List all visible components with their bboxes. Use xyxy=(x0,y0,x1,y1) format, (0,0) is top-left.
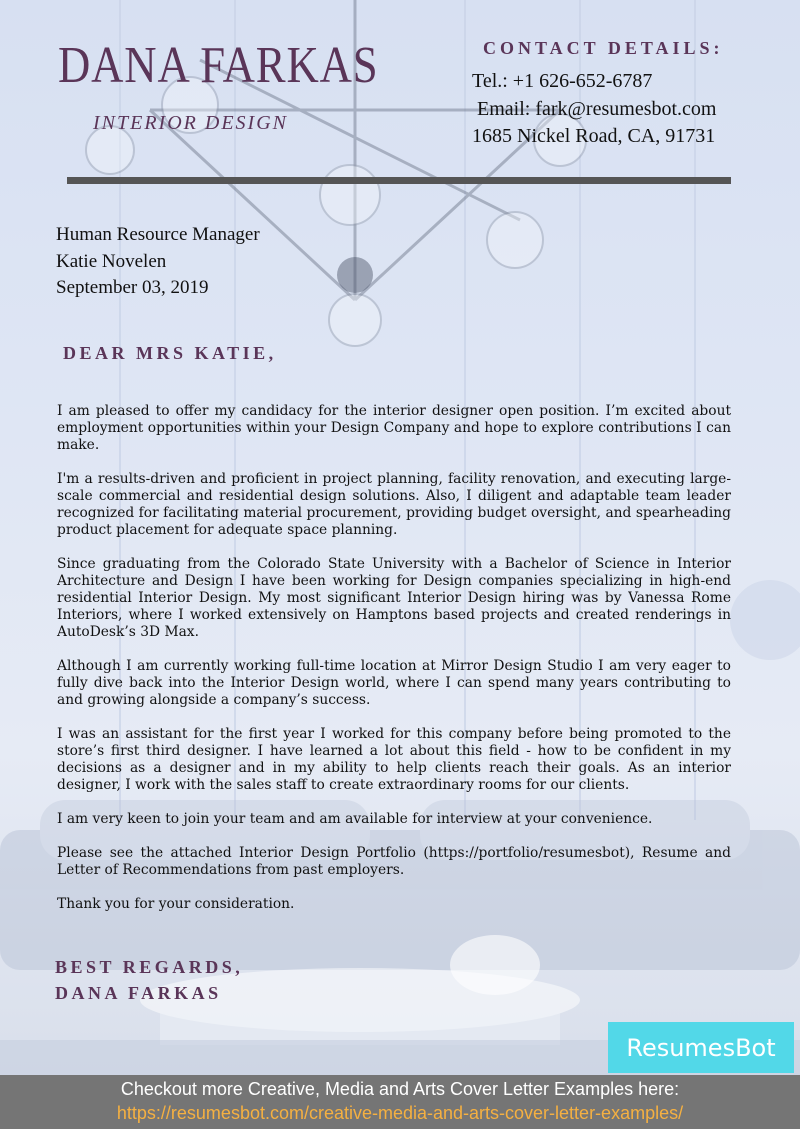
letter-date: September 03, 2019 xyxy=(56,277,209,298)
contact-heading: CONTACT DETAILS: xyxy=(483,38,724,58)
salutation: DEAR MRS KATIE, xyxy=(63,343,277,363)
resumesbot-logo[interactable]: ResumesBot xyxy=(608,1022,794,1073)
recipient-block xyxy=(56,222,260,302)
header-divider xyxy=(67,177,731,184)
applicant-title: INTERIOR DESIGN xyxy=(93,112,288,134)
contact-phone: Tel.: +1 626-652-6787 xyxy=(472,70,653,92)
recipient-name: Katie Novelen xyxy=(56,250,167,272)
letter-body xyxy=(57,403,731,930)
body-paragraph: I was an assistant for the first year I worked for this company before being promoted to the store’s first third designer. I have learned a lot about this field - how to be confident in my decisions as a designer and in my ability to help clients reach their goals. As an interior designer, I work with the sales staff to create extraordinary rooms for our clients. xyxy=(57,726,731,793)
body-paragraph: I am very keen to join your team and am available for interview at your convenience. xyxy=(57,811,653,827)
body-paragraph: I am pleased to offer my candidacy for the interior designer open position. I’m excited about employment opportunities within your Design Company and hope to explore contributions I can make. xyxy=(57,403,731,453)
footer-banner xyxy=(0,1075,800,1129)
body-paragraph: I'm a results-driven and proficient in project planning, facility renovation, and executing large-scale commercial and residential design solutions. Also, I diligent and adaptable team leader recognized for facilitating material procurement, providing budget oversight, and spearheading product placement for adequate space planning. xyxy=(57,471,731,538)
contact-address: 1685 Nickel Road, CA, 91731 xyxy=(472,125,716,147)
body-paragraph: Although I am currently working full-time location at Mirror Design Studio I am very eager to fully dive back into the Interior Design world, where I can spend many years contributing to and growing alongside a company’s success. xyxy=(57,658,731,708)
footer-link[interactable]: https://resumesbot.com/creative-media-and-arts-cover-letter-examples/ xyxy=(116,1103,684,1123)
applicant-name: DANA FARKAS xyxy=(58,37,379,94)
closing-name: DANA FARKAS xyxy=(55,983,222,1003)
recipient-role: Human Resource Manager xyxy=(56,224,260,245)
closing-block xyxy=(55,954,243,1006)
closing-regards: BEST REGARDS, xyxy=(55,957,244,977)
body-paragraph: Please see the attached Interior Design Portfolio (https://portfolio/resumesbot), Resume and Letter of Recommendations from past employers. xyxy=(57,845,731,878)
contact-email: Email: fark@resumesbot.com xyxy=(477,98,717,120)
body-paragraph: Since graduating from the Colorado State University with a Bachelor of Science in Interior Architecture and Design I have been working for Design companies specializing in high-end residential Interior Design. My most significant Interior Design hiring was by Vanessa Rome Interiors, where I worked extensively on Hamptons based projects and created renderings in AutoDesk’s 3D Max. xyxy=(57,556,731,640)
body-paragraph: Thank you for your consideration. xyxy=(57,896,295,912)
footer-text: Checkout more Creative, Media and Arts Cover Letter Examples here: xyxy=(120,1079,680,1099)
